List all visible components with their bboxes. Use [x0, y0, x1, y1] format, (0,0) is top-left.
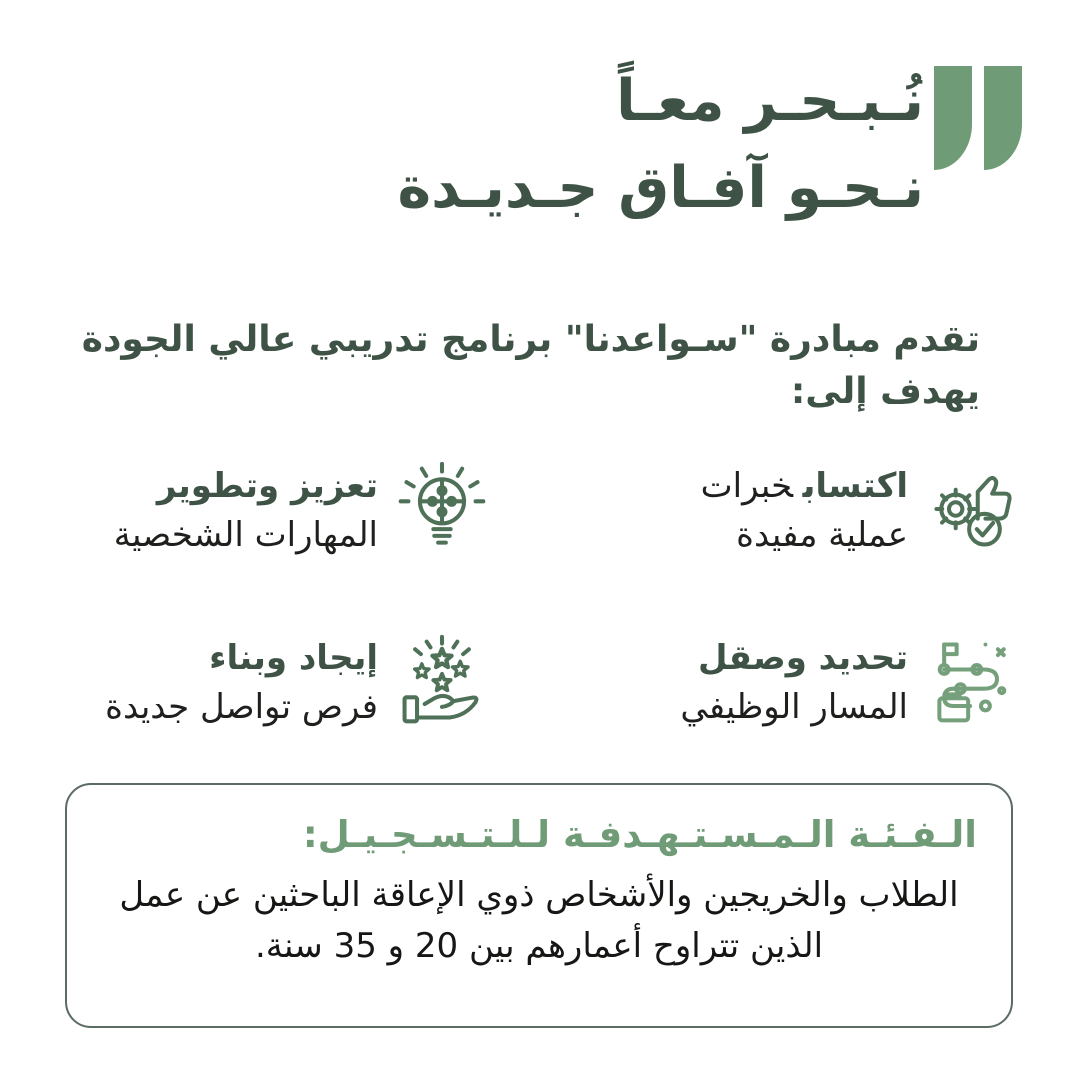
feature-text	[701, 456, 908, 561]
page-title	[60, 58, 924, 231]
hand-giving-stars-icon	[394, 628, 490, 734]
target-body-line2: الذين تتراوح أعمارهم بين 20 و 35 سنة.	[254, 926, 824, 966]
feature-networking	[60, 628, 490, 734]
quote-bar	[934, 66, 972, 170]
target-body-line1: الطلاب والخريجين والأشخاص ذوي الإعاقة الباحثين عن عمل	[119, 875, 959, 915]
feature-line2: عملية مفيدة	[736, 515, 908, 556]
page-title-line2: نـحـو آفـاق جـديـدة	[397, 154, 924, 221]
feature-text	[105, 628, 378, 733]
intro-text	[60, 314, 980, 418]
career-path-icon	[924, 628, 1020, 734]
feature-text	[114, 456, 378, 561]
feature-line1: تحديد وصقل	[698, 638, 908, 678]
feature-line1: إيجاد وبناء	[209, 638, 378, 678]
feature-line2: المهارات الشخصية	[113, 515, 378, 556]
feature-develop-skills	[60, 456, 490, 562]
intro-line1: تقدم مبادرة "سـواعدنا" برنامج تدريبي عالي الجودة	[81, 319, 980, 360]
target-audience-title: الـفـئـة الـمـسـتـهـدفـة لـلـتـسـجـيـل:	[302, 813, 977, 856]
feature-gain-experience	[590, 456, 1020, 562]
feature-text	[680, 628, 908, 733]
features-grid	[60, 456, 1020, 734]
feature-line2: فرص تواصل جديدة	[105, 687, 378, 728]
feature-line1: تعزيز وتطوير	[156, 466, 378, 506]
page-title-line1: نُـبـحـر معـاً	[616, 68, 924, 134]
feature-career-path	[590, 628, 1020, 734]
target-audience-box	[65, 783, 1013, 1028]
feature-line1: اكتسابخبرات	[700, 466, 908, 506]
lightbulb-puzzle-icon	[394, 456, 490, 562]
quote-bar	[984, 66, 1022, 170]
gear-thumbs-up-icon	[924, 456, 1020, 562]
quote-icon	[934, 66, 1022, 170]
target-audience-body	[101, 870, 977, 972]
intro-line2: يهدف إلى:	[790, 371, 980, 413]
feature-line2: المسار الوظيفي	[680, 687, 908, 728]
